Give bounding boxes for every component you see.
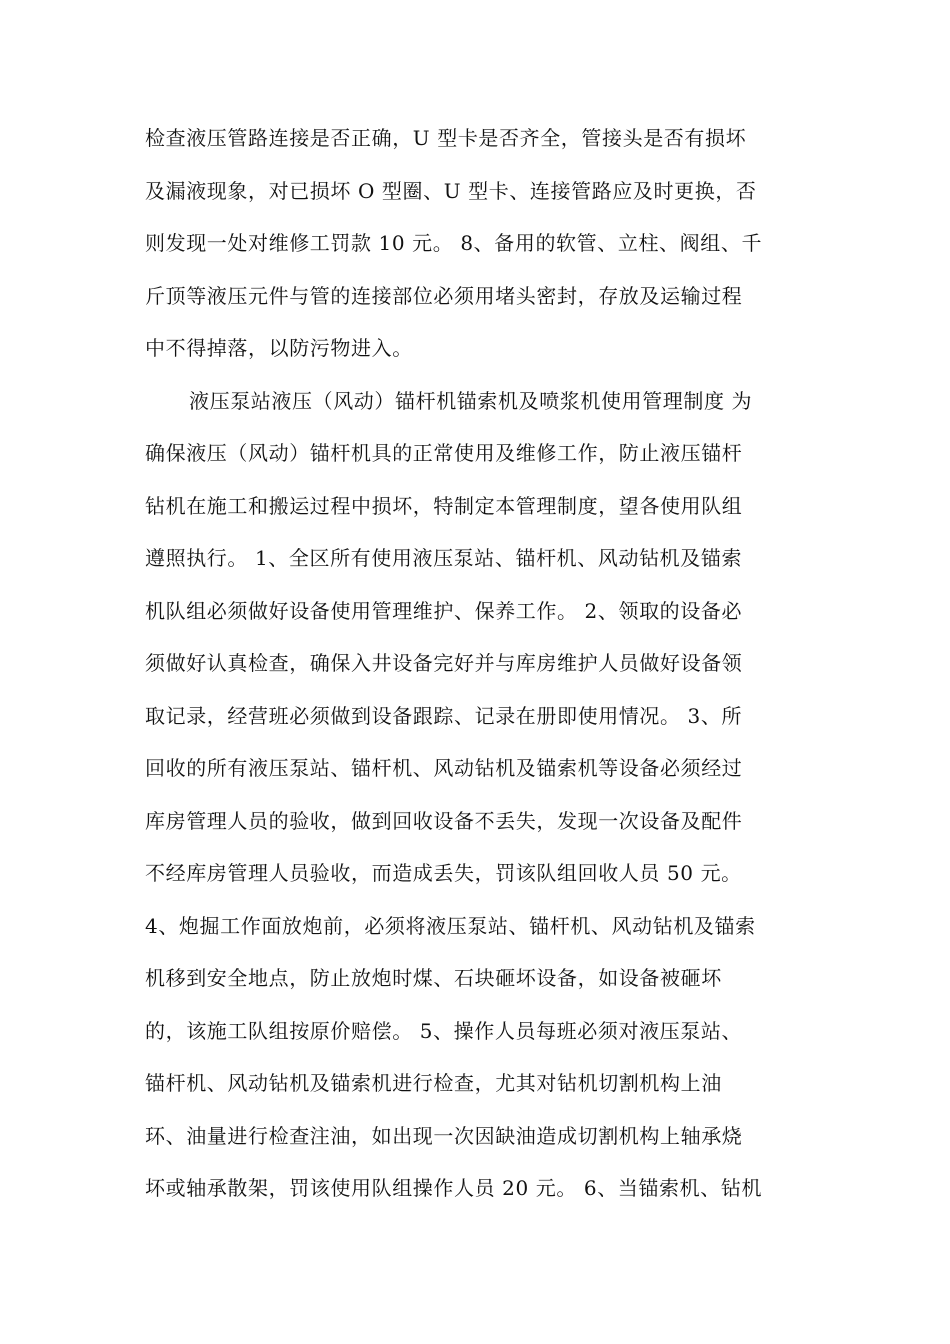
text-line: 机移到安全地点，防止放炮时煤、石块砸坏设备，如设备被砸坏 xyxy=(145,966,722,990)
text-line: 斤顶等液压元件与管的连接部位必须用堵头密封，存放及运输过程 xyxy=(145,283,743,308)
body-text xyxy=(145,118,805,1221)
text-line: 回收的所有液压泵站、锚杆机、风动钻机及锚索机等设备必须经过 xyxy=(145,756,743,780)
text-line: 则发现一处对维修工罚款 10 元。 8、备用的软管、立柱、阀组、千 xyxy=(145,231,763,255)
text-line: 库房管理人员的验收，做到回收设备不丢失，发现一次设备及配件 xyxy=(145,808,743,833)
text-line: 钻机在施工和搬运过程中损坏，特制定本管理制度，望各使用队组 xyxy=(145,493,743,518)
text-line: 锚杆机、风动钻机及锚索机进行检查，尤其对钻机切割机构上油 xyxy=(145,1071,722,1095)
text-line: 中不得掉落，以防污物进入。 xyxy=(145,336,413,360)
text-line: 4、炮掘工作面放炮前，必须将液压泵站、锚杆机、风动钻机及锚索 xyxy=(145,913,756,938)
text-line: 取记录，经营班必须做到设备跟踪、记录在册即使用情况。 3、所 xyxy=(145,703,743,728)
text-line: 坏或轴承散架，罚该使用队组操作人员 20 元。 6、当锚索机、钻机 xyxy=(145,1176,763,1200)
paragraph-heading-line: 液压泵站液压（风动）锚杆机锚索机及喷浆机使用管理制度 为 xyxy=(189,388,753,413)
text-line: 环、油量进行检查注油，如出现一次因缺油造成切割机构上轴承烧 xyxy=(145,1123,743,1148)
text-line: 机队组必须做好设备使用管理维护、保养工作。 2、领取的设备必 xyxy=(145,598,743,623)
text-line: 的，该施工队组按原价赔偿。 5、操作人员每班必须对液压泵站、 xyxy=(145,1018,743,1043)
text-line: 及漏液现象，对已损坏 O 型圈、U 型卡、连接管路应及时更换，否 xyxy=(145,178,757,203)
text-line: 遵照执行。 1、全区所有使用液压泵站、锚杆机、风动钻机及锚索 xyxy=(145,546,743,570)
text-line: 检查液压管路连接是否正确，U 型卡是否齐全，管接头是否有损坏 xyxy=(145,126,747,150)
text-line: 须做好认真检查，确保入井设备完好并与库房维护人员做好设备领 xyxy=(145,651,743,675)
text-line: 确保液压（风动）锚杆机具的正常使用及维修工作，防止液压锚杆 xyxy=(145,441,743,465)
text-line: 不经库房管理人员验收，而造成丢失，罚该队组回收人员 50 元。 xyxy=(145,861,742,885)
